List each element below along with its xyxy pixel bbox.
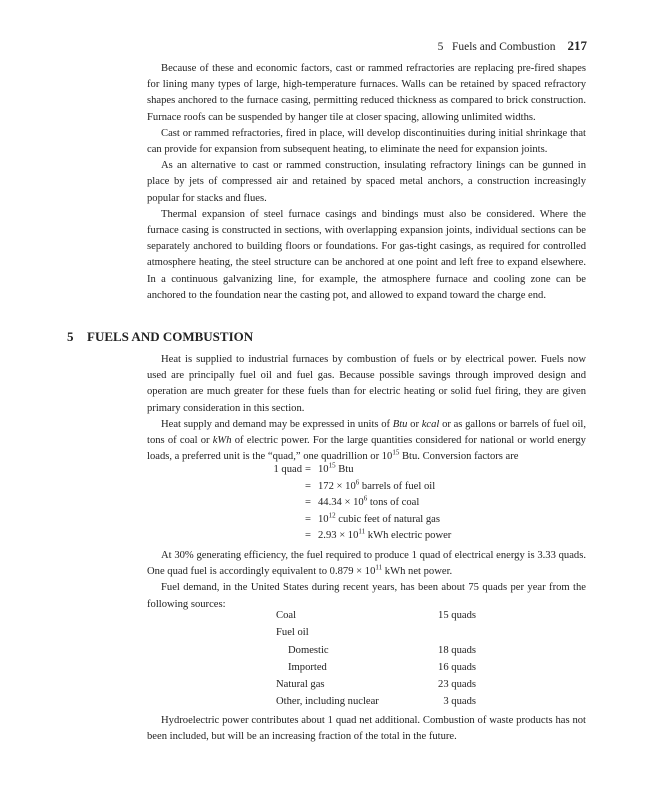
source-row: Other, including nuclear 3 quads bbox=[276, 696, 476, 708]
paragraph: Because of these and economic factors, cast or rammed refractories are replacing pre-fired shapes for lining many types of large, high-temperature furnaces. Walls can be retained by spaced refractory shapes anchored to the furnace casing, permitting reduced thickness as compared to brick construction. Furnace roofs can be suspended by hanger tile at closer spacing, allowing unlimited widths. bbox=[147, 63, 586, 123]
hydro-text bbox=[147, 713, 586, 745]
source-row: Domestic 18 quads bbox=[288, 644, 476, 656]
paragraph: Heat is supplied to industrial furnaces by combustion of fuels or by electrical power. Fuels now used are principally fuel oil and fuel gas. Because possible savings through improved design and operation are much greater for these fuels than for electric heating or solid fuel firing, they are given primary consideration in this section. bbox=[147, 354, 586, 414]
conversion-row: = $10^{12}$ cubic feet of natural gas bbox=[305, 510, 441, 525]
chapter-title: 5 Fuels and Combustion bbox=[437, 41, 556, 53]
refractories-text bbox=[147, 61, 586, 304]
running-header bbox=[438, 38, 587, 54]
conversion-row: = $44.34 \times 10^6$ tons of coal bbox=[305, 494, 420, 508]
paragraph: At 30% generating efficiency, the fuel required to produce 1 quad of electrical energy is 3.33 quads. One quad fuel is accordingly equivalent to $0.879 \times 10^{11}$ kWh net power. bbox=[147, 550, 586, 578]
paragraph: Cast or rammed refractories, fired in place, will develop discontinuities during initial shrinkage that can provide for expansion from subsequent heating, to eliminate the need for expansion joints. bbox=[147, 127, 586, 156]
page-number: 217 bbox=[567, 38, 587, 53]
source-row: Natural gas 23 quads bbox=[276, 679, 476, 691]
paragraph: As an alternative to cast or rammed construction, insulating refractory linings can be gunned in place by jets of compressed air and retained by spaced metal anchors, a construction increasingly popular for stacks and flues. bbox=[147, 160, 586, 204]
section-heading bbox=[67, 329, 253, 345]
paragraph: Heat supply and demand may be expressed in units of Btu or kcal or as gallons or barrels of fuel oil, tons of coal or kWh of electric power. For the large quantities considered for national or world energy loads, a preferred unit is the “quad,” one quadrillion or $10^{15}$ Btu. Conversion factors are bbox=[147, 418, 586, 463]
source-row: Imported 16 quads bbox=[288, 661, 476, 673]
fuel-sources-table bbox=[276, 607, 476, 711]
paragraph: Fuel demand, in the United States during recent years, has been about 75 quads per year from the following sources: bbox=[147, 582, 586, 610]
section-title: FUELS AND COMBUSTION bbox=[87, 329, 254, 344]
fuels-intro-text bbox=[147, 352, 586, 465]
efficiency-text bbox=[147, 548, 586, 613]
section-number: 5 bbox=[67, 329, 74, 344]
source-row: Coal 15 quads bbox=[276, 610, 476, 621]
conversion-row: = $172 \times 10^6$ barrels of fuel oil bbox=[305, 477, 436, 492]
source-row: Fuel oil bbox=[276, 627, 309, 639]
paragraph: Hydroelectric power contributes about 1 quad net additional. Combustion of waste products has not been included, but will be an increasing fraction of the total in the future. bbox=[147, 715, 586, 743]
conversion-row: = $2.93 \times 10^{11}$ kWh electric power bbox=[305, 527, 452, 541]
conversion-row: 1 quad = $10^{15}$ Btu bbox=[273, 461, 354, 475]
paragraph: Thermal expansion of steel furnace casings and bindings must also be considered. Where the furnace casing is constructed in sections, with overlapping expansion joints, individual sections can be separately anchored to building floors or foundations. For gas-tight casings, as required for controlled atmosphere heating, the steel structure can be anchored at one point and left free to expand elsewhere. In a continuous galvanizing line, for example, the atmosphere furnace and cooling zone can be anchored to the foundation near the casting pot, and allowed to expand toward the charge end. bbox=[147, 208, 586, 301]
conversion-factors bbox=[147, 462, 586, 545]
